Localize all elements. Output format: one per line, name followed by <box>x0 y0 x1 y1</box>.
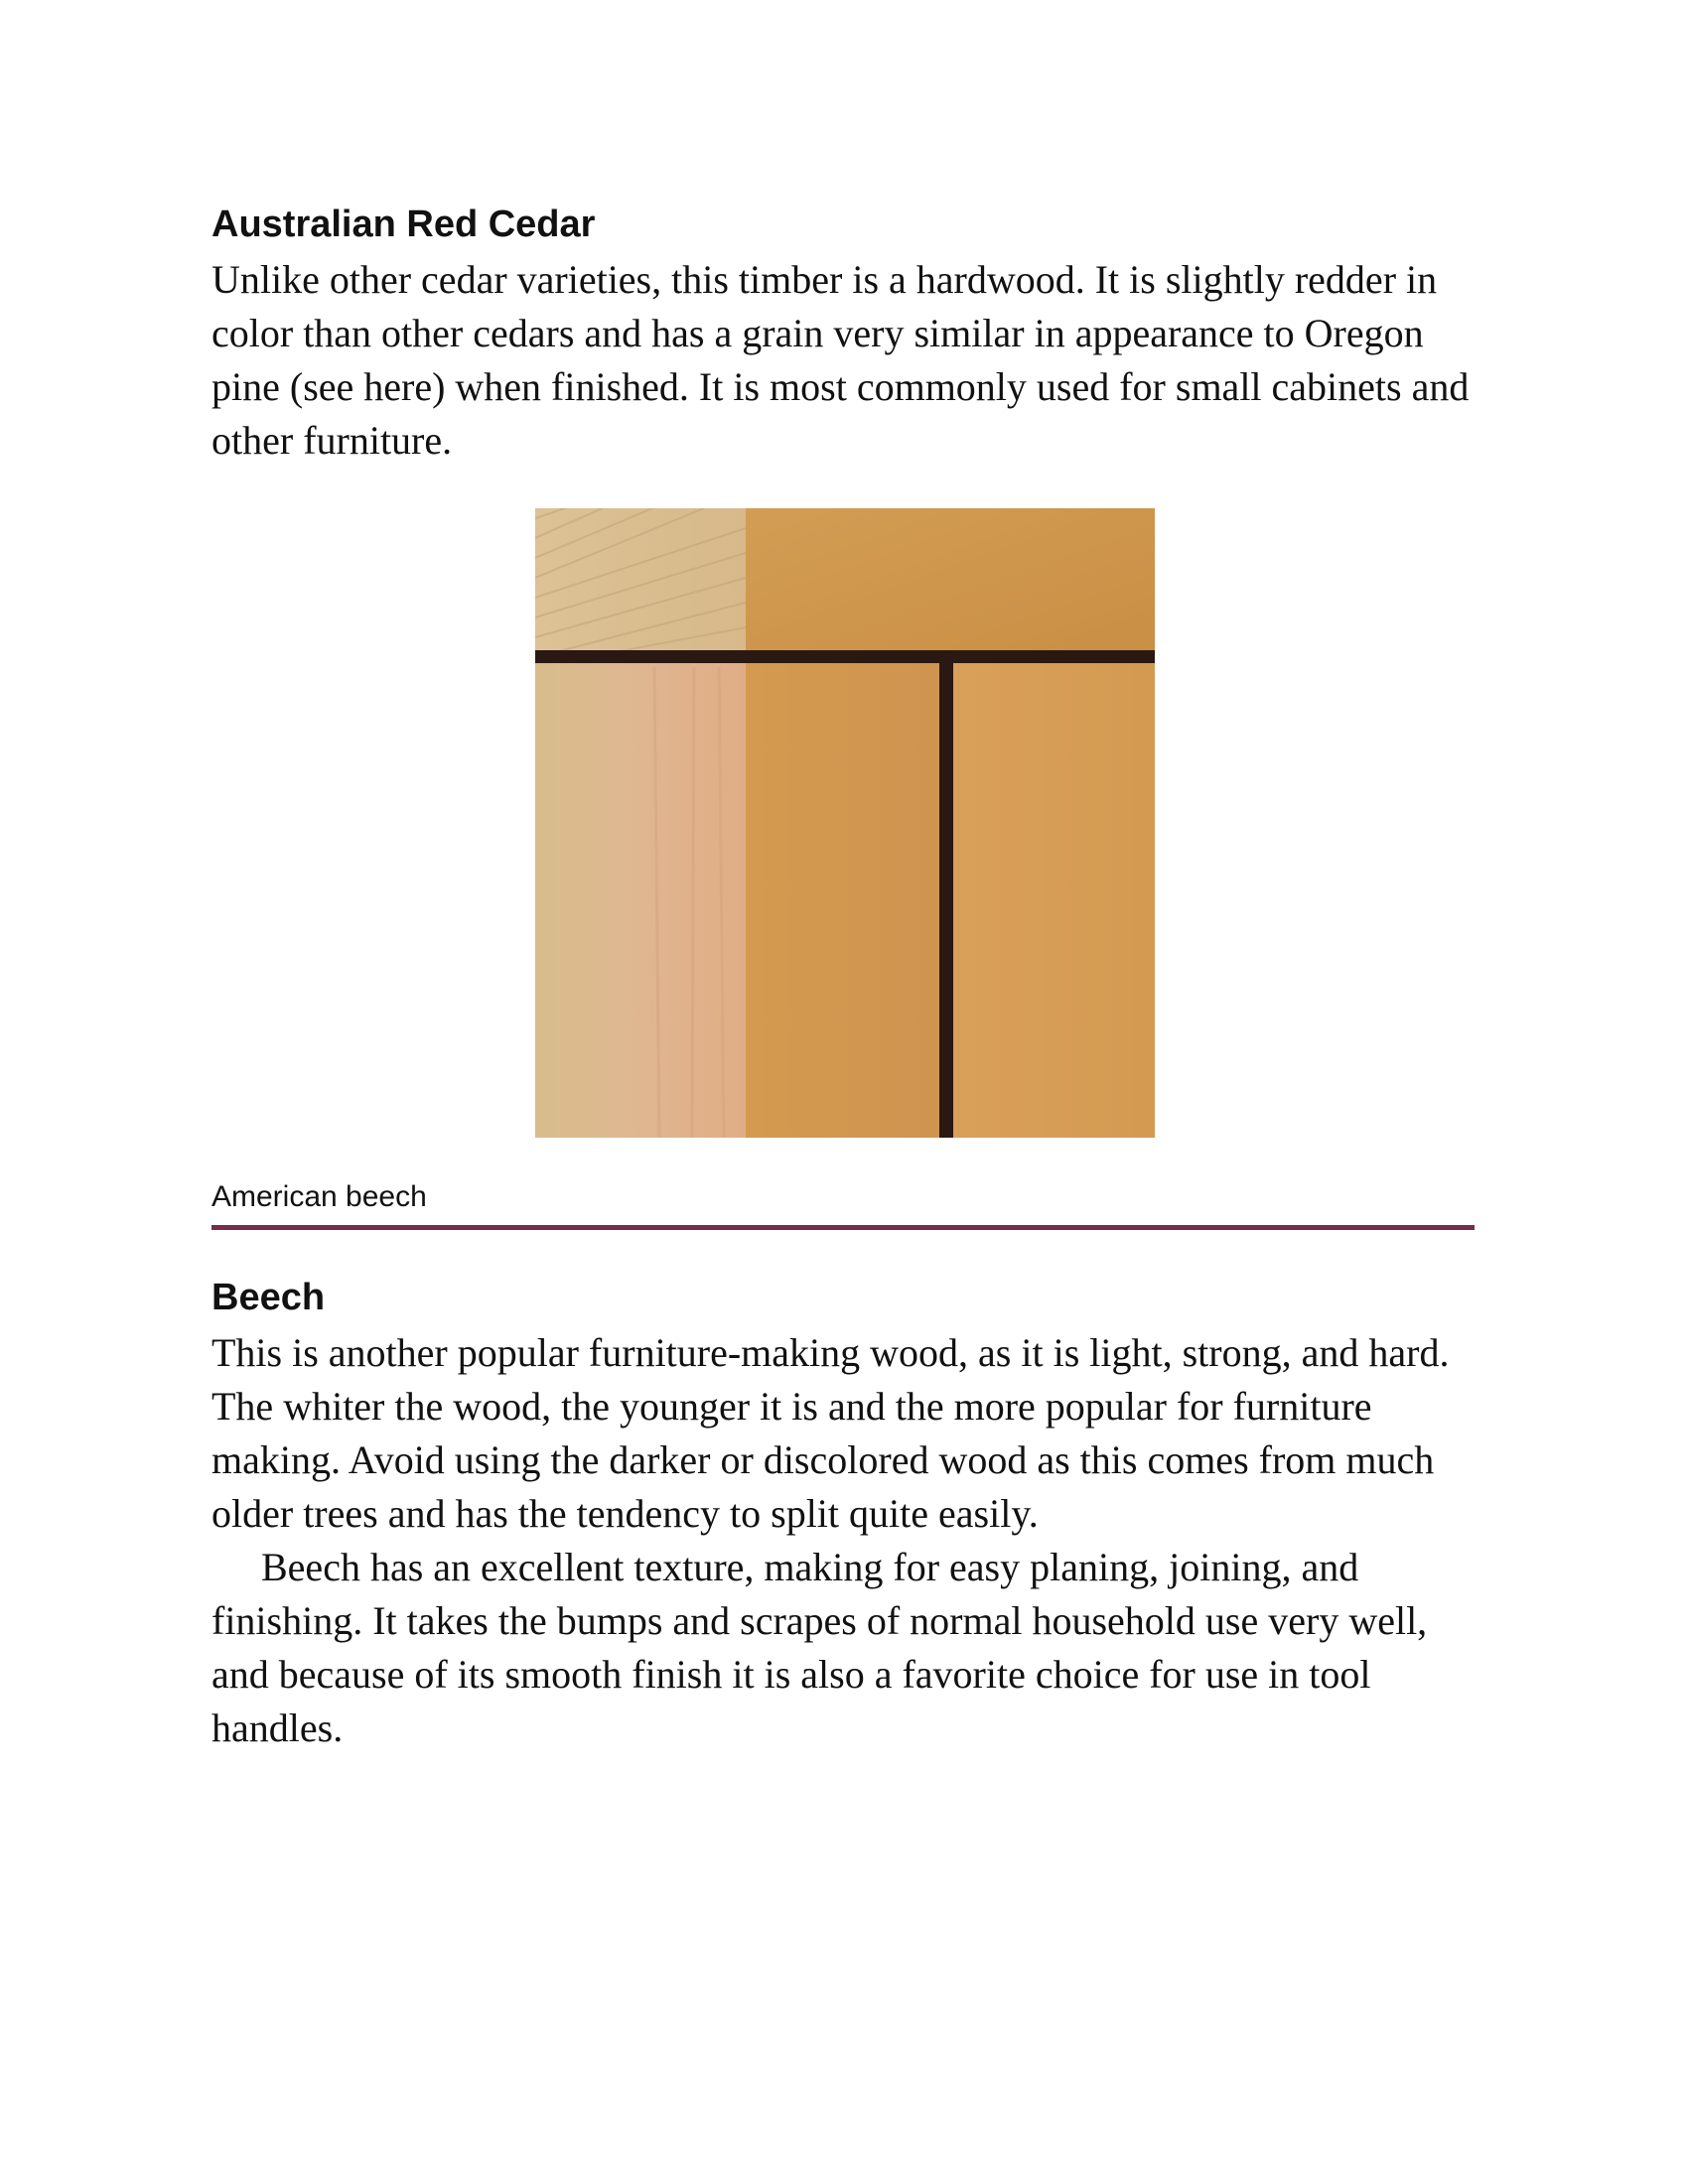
dark-inlay-vertical <box>939 657 953 1138</box>
section-heading-australian-red-cedar: Australian Red Cedar <box>211 204 596 245</box>
section-divider <box>211 1225 1475 1230</box>
paragraph-australian-red-cedar: Unlike other cedar varieties, this timber is a hardwood. It is slightly redder in color than other cedars and has a grain very similar in appearance to Oregon pine (see here) when finished. It is most commonly used for small cabinets and other furniture. <box>211 257 1470 463</box>
wood-panel-bottom-right <box>953 662 1155 1138</box>
wood-sample-illustration <box>535 508 1155 1138</box>
wood-sample-image <box>535 508 1155 1138</box>
figure-caption: American beech <box>211 1180 427 1213</box>
section-heading-beech: Beech <box>211 1277 326 1318</box>
wood-panel-bottom-middle <box>746 662 940 1138</box>
paragraph-beech-1: This is another popular furniture-making wood, as it is light, strong, and hard. The whiter the wood, the younger it is and the more popular for furniture making. Avoid using the darker or discolored wood as this comes from much older trees and has the tendency to split quite easily. <box>211 1330 1450 1536</box>
dark-inlay-horizontal <box>535 650 1155 663</box>
wood-panel-top-right <box>746 508 1155 652</box>
paragraph-beech-2: Beech has an excellent texture, making for easy planing, joining, and finishing. It takes the bumps and scrapes of normal household use very well, and because of its smooth finish it is also a favorite choice for use in tool handles. <box>211 1545 1428 1750</box>
wood-panel-bottom-left <box>535 662 746 1138</box>
